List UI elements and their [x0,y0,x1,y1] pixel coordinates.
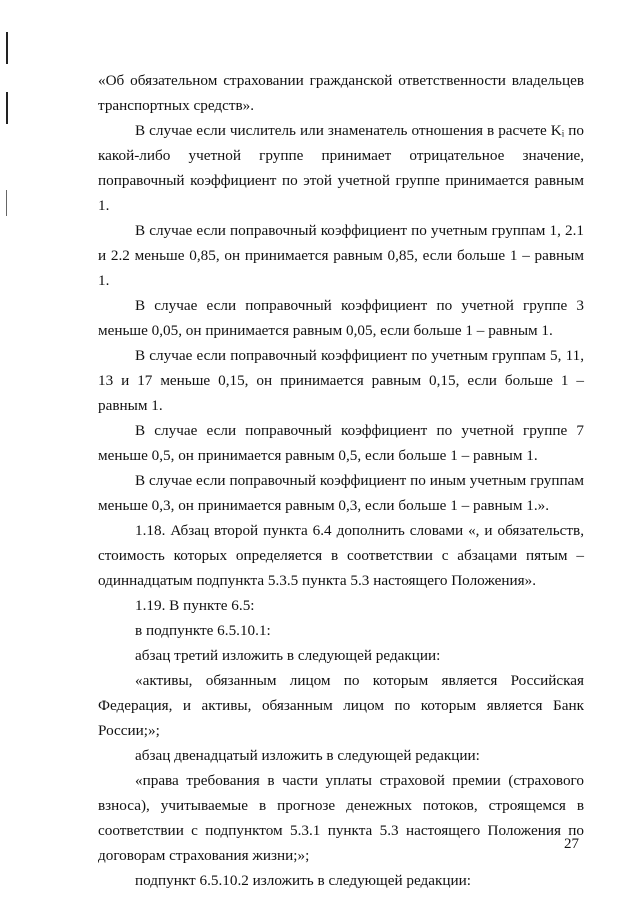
margin-mark [6,32,8,64]
paragraph: «активы, обязанным лицом по которым является Российская Федерация, и активы, обязанным лицом по которым является Банк России;»; [98,672,584,739]
document-body [98,68,584,893]
paragraph: абзац двенадцатый изложить в следующей редакции: [135,747,480,764]
paragraph: В случае если поправочный коэффициент по учетной группе 3 меньше 0,05, он принимается равным 0,05, если больше 1 – равным 1. [98,297,584,339]
page-number: 27 [564,836,579,852]
paragraph: В случае если поправочный коэффициент по учетным группам 5, 11, 13 и 17 меньше 0,15, он принимается равным 0,15, если больше 1 – равным 1. [98,347,584,414]
paragraph: В случае если поправочный коэффициент по иным учетным группам меньше 0,3, он принимается равным 0,3, если больше 1 – равным 1.». [98,472,584,514]
paragraph: подпункт 6.5.10.2 изложить в следующей редакции: [135,872,471,889]
paragraph: «права требования в части уплаты страховой премии (страхового взноса), учитываемые в прогнозе денежных потоков, строящемся в соответствии с подпунктом 5.3.1 пункта 5.3 настоящего Положения по договорам страхования жизни;»; [98,772,584,864]
paragraph: 1.18. Абзац второй пункта 6.4 дополнить словами «, и обязательств, стоимость которых определяется в соответствии с абзацами пятым – одиннадцатым подпункта 5.3.5 пункта 5.3 настоящего Положения». [98,522,584,589]
margin-mark [6,190,7,216]
margin-mark [6,92,8,124]
paragraph: В случае если поправочный коэффициент по учетной группе 7 меньше 0,5, он принимается равным 0,5, если больше 1 – равным 1. [98,422,584,464]
paragraph: В случае если числитель или знаменатель отношения в расчете Kᵢ по какой-либо учетной группе принимает отрицательное значение, поправочный коэффициент по этой учетной группе принимается равным 1. [98,122,584,214]
paragraph: В случае если поправочный коэффициент по учетным группам 1, 2.1 и 2.2 меньше 0,85, он принимается равным 0,85, если больше 1 – равным 1. [98,222,584,289]
paragraph: 1.19. В пункте 6.5: [135,597,255,614]
paragraph: абзац третий изложить в следующей редакции: [135,647,441,664]
paragraph: «Об обязательном страховании гражданской ответственности владельцев транспортных средств». [98,72,584,114]
paragraph: в подпункте 6.5.10.1: [135,622,271,639]
